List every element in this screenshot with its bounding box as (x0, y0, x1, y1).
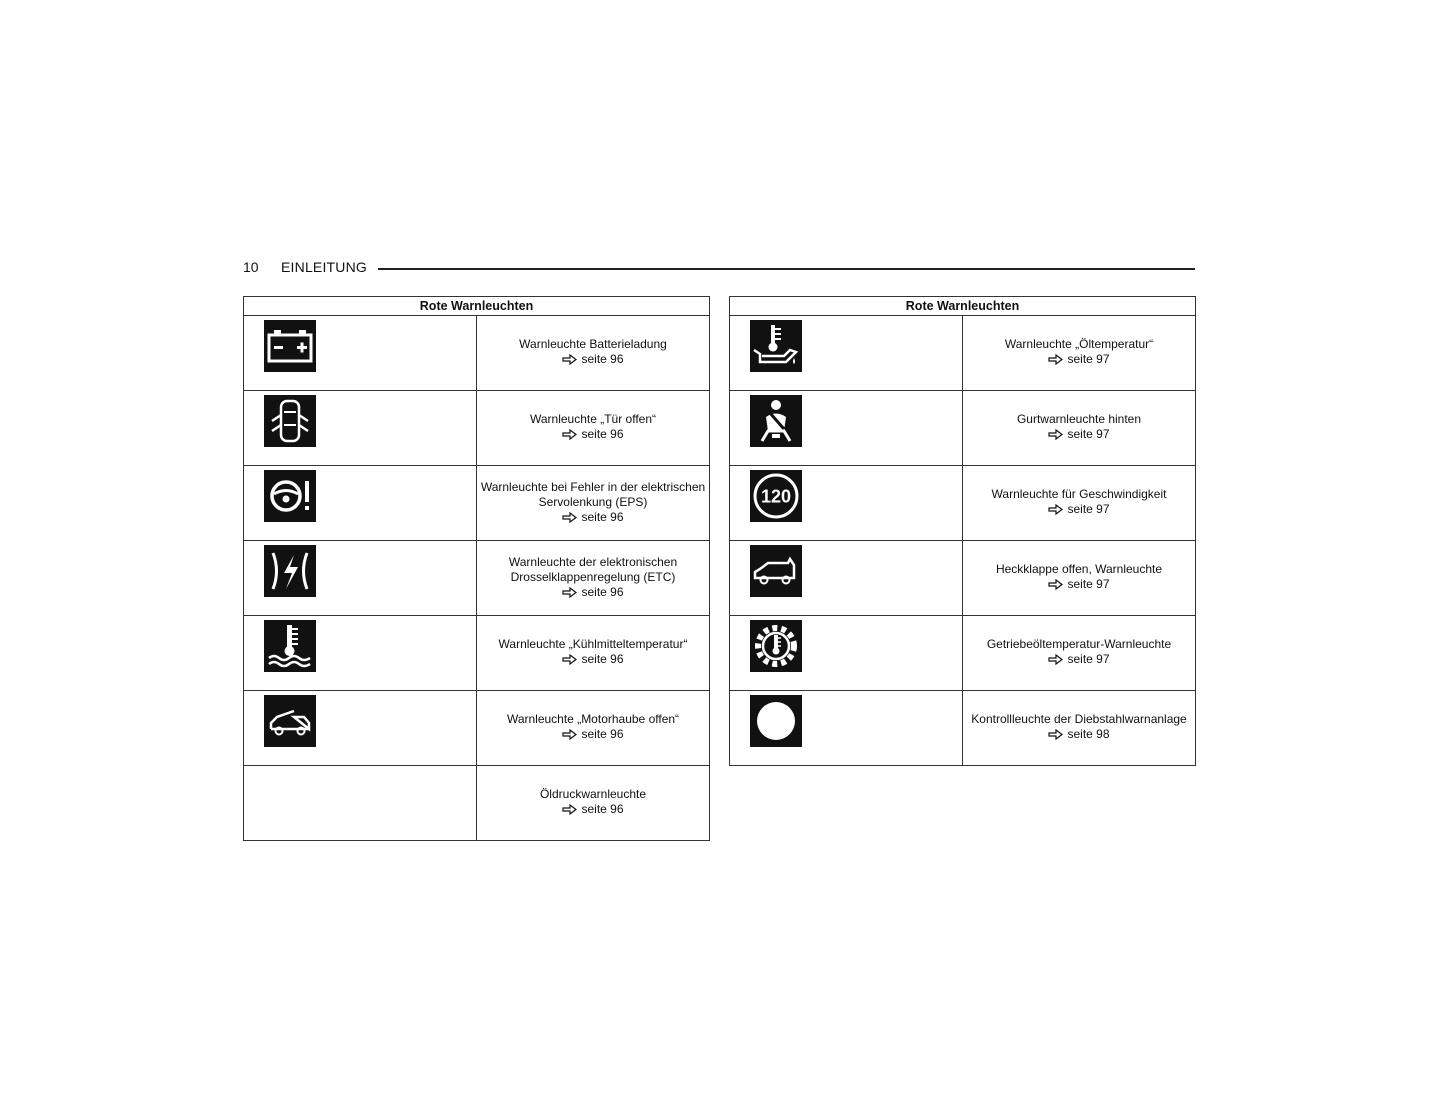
page-reference[interactable]: seite 97 (1048, 652, 1109, 667)
warning-label: Warnleuchte für Geschwindigkeit (991, 487, 1167, 501)
liftgate-open-icon (750, 545, 802, 597)
steering-warning-icon (264, 470, 316, 522)
arrow-right-icon (1048, 729, 1063, 740)
arrow-right-icon (562, 729, 577, 740)
coolant-temperature-icon (264, 620, 316, 672)
page-reference[interactable]: seite 96 (562, 352, 623, 367)
page-reference[interactable]: seite 96 (562, 585, 623, 600)
table-row (244, 541, 710, 616)
right-warning-table (729, 296, 1196, 766)
section-title: EINLEITUNG (281, 259, 368, 275)
table-row (730, 691, 1196, 766)
table-row (244, 766, 710, 841)
warning-label: Warnleuchte Batterieladung (519, 337, 667, 351)
table-row (244, 691, 710, 766)
warning-label: Warnleuchte der elektronischen Drosselklappenregelung (ETC) (508, 554, 678, 584)
door-open-icon (264, 395, 316, 447)
warning-label: Warnleuchte „Tür offen“ (529, 412, 657, 426)
page-reference[interactable]: seite 97 (1048, 502, 1109, 517)
table-row (730, 466, 1196, 541)
arrow-right-icon (1048, 579, 1063, 590)
warning-label: Gurtwarnleuchte hinten (1016, 412, 1142, 426)
arrow-right-icon (1048, 654, 1063, 665)
table-row (730, 391, 1196, 466)
seatbelt-icon (750, 395, 802, 447)
page-reference[interactable]: seite 96 (562, 510, 623, 525)
right-table-title: Rote Warnleuchten (730, 297, 1196, 316)
table-row (244, 316, 710, 391)
table-row (244, 391, 710, 466)
arrow-right-icon (562, 654, 577, 665)
battery-icon (264, 320, 316, 372)
page-number: 10 (243, 259, 259, 275)
page-reference[interactable]: seite 96 (562, 727, 623, 742)
speed-value: 120 (760, 486, 792, 507)
throttle-control-icon (264, 545, 316, 597)
table-row (244, 616, 710, 691)
arrow-right-icon (562, 804, 577, 815)
table-row (730, 616, 1196, 691)
warning-label: Öldruckwarnleuchte (539, 787, 647, 801)
security-light-icon (750, 695, 802, 747)
page-reference[interactable]: seite 96 (562, 427, 623, 442)
page-reference[interactable]: seite 97 (1048, 577, 1109, 592)
page-reference[interactable]: seite 97 (1048, 427, 1109, 442)
arrow-right-icon (562, 512, 577, 523)
table-row (244, 466, 710, 541)
arrow-right-icon (1048, 429, 1063, 440)
left-warning-table (243, 296, 710, 841)
page-reference[interactable]: seite 96 (562, 802, 623, 817)
warning-label: Heckklappe offen, Warnleuchte (995, 562, 1163, 576)
table-row (730, 316, 1196, 391)
speed-120-icon (750, 470, 802, 522)
warning-label: Warnleuchte „Kühlmitteltemperatur“ (498, 637, 688, 651)
empty-icon-cell (244, 766, 477, 841)
header-rule (378, 268, 1195, 270)
page-reference[interactable]: seite 97 (1048, 352, 1109, 367)
warning-label: Getriebeöltemperatur-Warnleuchte (986, 637, 1172, 651)
left-table-title: Rote Warnleuchten (244, 297, 710, 316)
warning-label: Kontrollleuchte der Diebstahlwarnanlage (971, 712, 1187, 726)
arrow-right-icon (562, 429, 577, 440)
warning-label: Warnleuchte bei Fehler in der elektrischen Servolenkung (EPS) (480, 479, 706, 509)
arrow-right-icon (1048, 354, 1063, 365)
table-row (730, 541, 1196, 616)
transmission-temperature-icon (750, 620, 802, 672)
warning-label: Warnleuchte „Motorhaube offen“ (506, 712, 680, 726)
page-reference[interactable]: seite 98 (1048, 727, 1109, 742)
arrow-right-icon (1048, 504, 1063, 515)
warning-label: Warnleuchte „Öltemperatur“ (1004, 337, 1154, 351)
page-reference[interactable]: seite 96 (562, 652, 623, 667)
arrow-right-icon (562, 587, 577, 598)
page-header (243, 258, 1195, 278)
hood-open-icon (264, 695, 316, 747)
oil-temperature-icon (750, 320, 802, 372)
arrow-right-icon (562, 354, 577, 365)
